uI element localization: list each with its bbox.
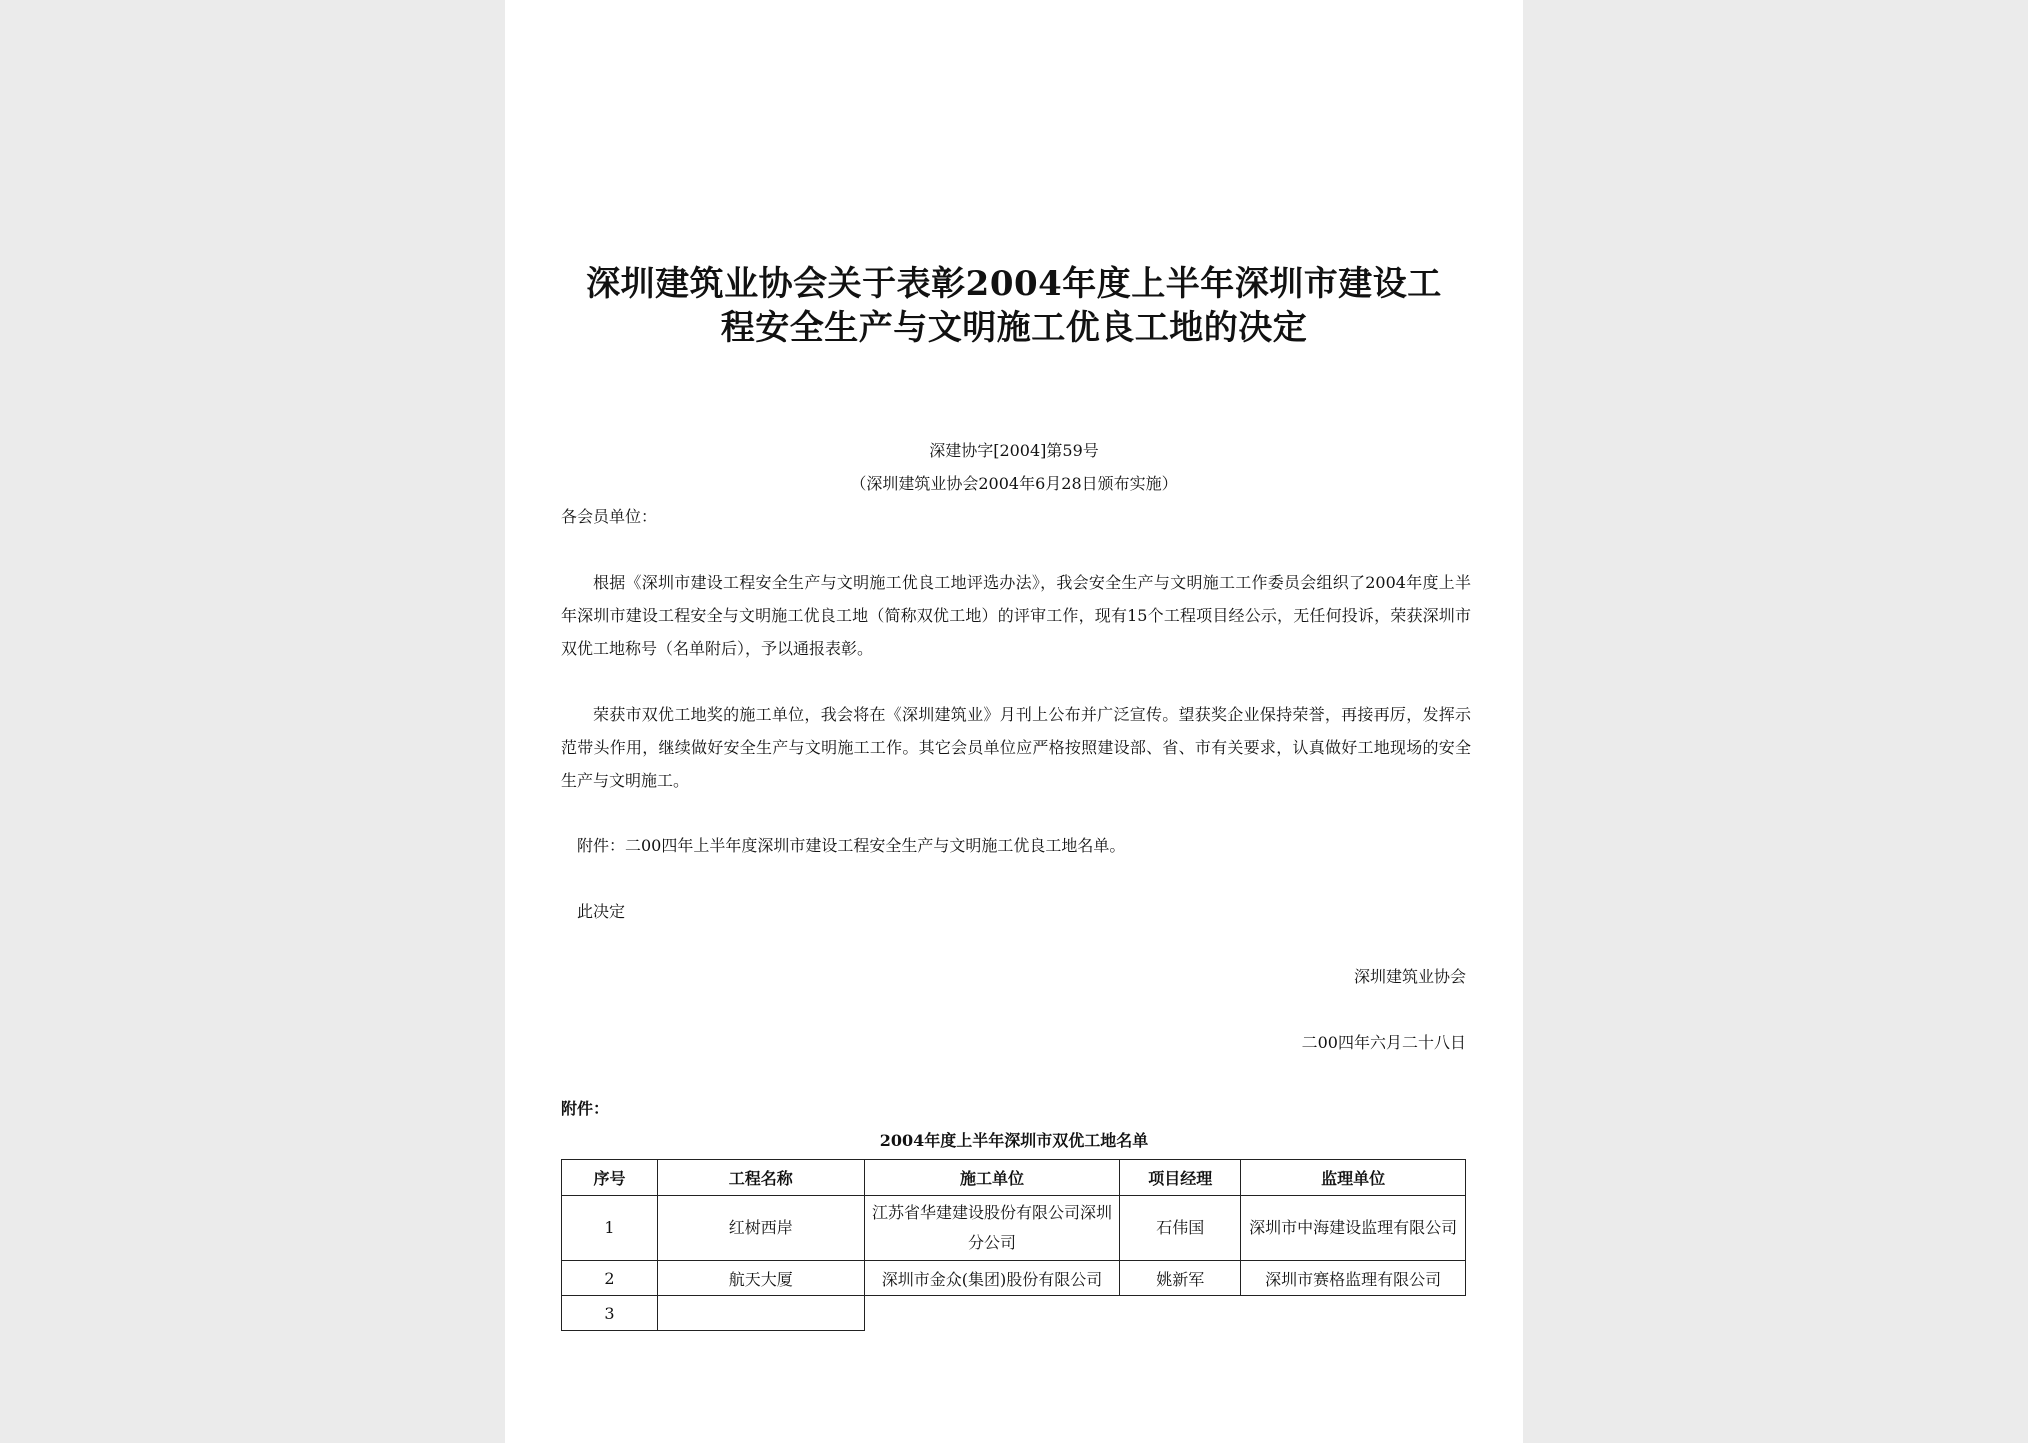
cell-project: 航天大厦: [657, 1261, 864, 1296]
body-paragraph-2: 荣获市双优工地奖的施工单位，我会将在《深圳建筑业》月刊上公布并广泛宣传。望获奖企业保持荣誉，再接再厉，发挥示范带头作用，继续做好安全生产与文明施工工作。其它会员单位应严格按照建设部、省、市有关要求，认真做好工地现场的安全生产与文明施工。: [561, 705, 1471, 790]
cell-serial: 2: [562, 1261, 658, 1296]
cell-empty: [864, 1296, 1465, 1331]
header-supervisor: 监理单位: [1241, 1160, 1466, 1196]
title-line-1: 深圳建筑业协会关于表彰2004年度上半年深圳市建设工: [586, 264, 1442, 304]
attachment-label: 附件：: [561, 1099, 610, 1118]
cell-manager: 石伟国: [1120, 1196, 1241, 1261]
cell-manager: 姚新军: [1120, 1261, 1241, 1296]
roster-table: [561, 1159, 1466, 1331]
cell-serial: 1: [562, 1196, 658, 1261]
header-manager: 项目经理: [1120, 1160, 1241, 1196]
document-title: [545, 262, 1483, 350]
header-project: 工程名称: [657, 1160, 864, 1196]
salutation: 各会员单位：: [561, 507, 658, 526]
header-serial: 序号: [562, 1160, 658, 1196]
cell-contractor: 江苏省华建建设股份有限公司深圳分公司: [864, 1196, 1120, 1261]
document-number: 深建协字[2004]第59号: [929, 441, 1099, 460]
table-row: [562, 1261, 1466, 1296]
attachment-note: 附件：二00四年上半年度深圳市建设工程安全生产与文明施工优良工地名单。: [577, 836, 1126, 855]
cell-supervisor: 深圳市中海建设监理有限公司: [1241, 1196, 1466, 1261]
document-date: 二00四年六月二十八日: [1301, 1033, 1466, 1052]
table-row: [562, 1196, 1466, 1261]
cell-project: [657, 1296, 864, 1331]
cell-serial: 3: [562, 1296, 658, 1331]
cell-supervisor: 深圳市赛格监理有限公司: [1241, 1261, 1466, 1296]
document-page: [505, 0, 1523, 1443]
header-contractor: 施工单位: [864, 1160, 1120, 1196]
cell-project: 红树西岸: [657, 1196, 864, 1261]
table-row: [562, 1296, 1466, 1331]
signature: 深圳建筑业协会: [1353, 967, 1466, 986]
decision-text: 此决定: [577, 902, 626, 921]
issue-note: （深圳建筑业协会2004年6月28日颁布实施）: [850, 474, 1178, 493]
table-title: 2004年度上半年深圳市双优工地名单: [879, 1131, 1149, 1150]
cell-contractor: 深圳市金众(集团)股份有限公司: [864, 1261, 1120, 1296]
body-paragraph-1: 根据《深圳市建设工程安全生产与文明施工优良工地评选办法》，我会安全生产与文明施工工作委员会组织了2004年度上半年深圳市建设工程安全与文明施工优良工地（简称双优工地）的评审工作，现有15个工程项目经公示，无任何投诉，荣获深圳市双优工地称号（名单附后），予以通报表彰。: [561, 573, 1471, 658]
title-line-2: 程安全生产与文明施工优良工地的决定: [720, 308, 1308, 348]
table-header-row: [562, 1160, 1466, 1196]
